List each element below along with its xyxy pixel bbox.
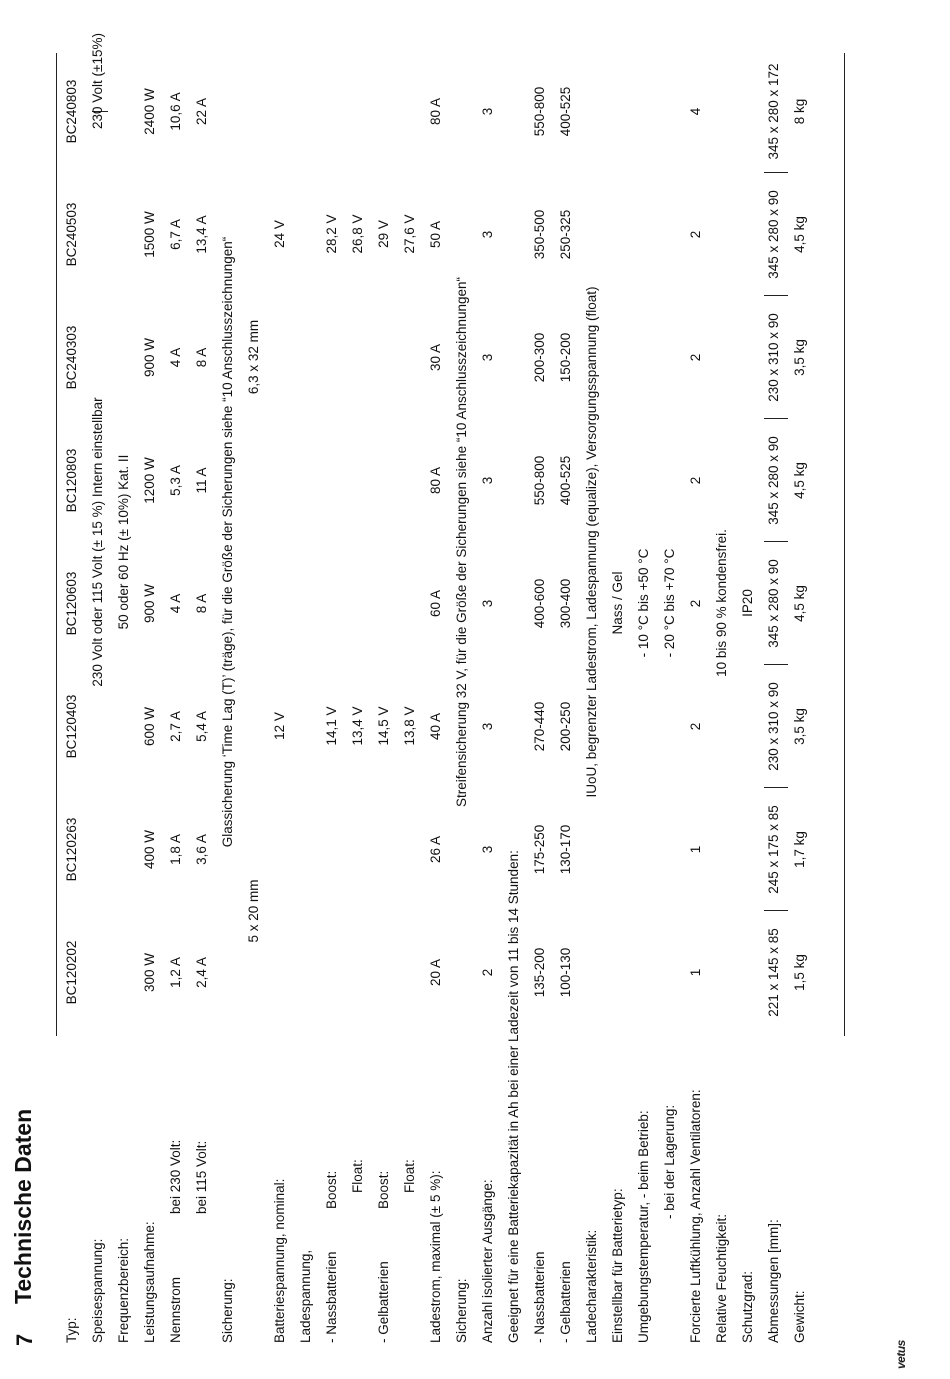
model-header-bc240803: BC240803 — [64, 79, 79, 144]
gewicht-bc120403: 3,5 kg — [792, 708, 807, 745]
label-abmessungen: Abmessungen [mm]: — [766, 1219, 781, 1343]
nennstrom-230v-bc120803: 5,3 A — [168, 465, 183, 496]
nennstrom-230v-bc240303: 4 A — [168, 347, 183, 368]
model-header-bc120603: BC120603 — [64, 571, 79, 636]
abmessungen-divider — [764, 910, 788, 911]
kapazitaet-nass-bc240503: 350-500 — [532, 209, 547, 260]
label-speisespannung: Speisespannung: — [90, 1238, 105, 1343]
label-schutzgrad: Schutzgrad: — [740, 1270, 755, 1343]
abmessungen-bc120803: 345 x 280 x 90 — [766, 436, 781, 525]
ventilatoren-bc120202: 1 — [688, 968, 703, 977]
leistungsaufnahme-bc120803: 1200 W — [142, 457, 157, 504]
nass-float-24v: 26,8 V — [350, 214, 365, 254]
ausgaenge-bc120603: 3 — [480, 599, 495, 608]
label-bei-230-volt: bei 230 Volt: — [168, 1139, 183, 1214]
gewicht-bc240503: 4,5 kg — [792, 216, 807, 253]
nennstrom-115v-bc120202: 2,4 A — [194, 957, 209, 988]
ventilatoren-bc240303: 2 — [688, 353, 703, 362]
leistungsaufnahme-bc240503: 1500 W — [142, 211, 157, 258]
nennstrom-230v-bc120603: 4 A — [168, 593, 183, 614]
kapazitaet-nass-bc120202: 135-200 — [532, 947, 547, 998]
lagerung-temperature-value: - 20 °C bis +70 °C — [662, 548, 677, 658]
ladestrom-bc120603: 60 A — [428, 589, 443, 618]
gel-float-12v: 13,8 V — [402, 706, 417, 746]
ladestrom-bc240503: 50 A — [428, 220, 443, 249]
model-header-bc120263: BC120263 — [64, 817, 79, 882]
kapazitaet-gel-bc120803: 400-525 — [558, 455, 573, 506]
sicherung-size-large: 6,3 x 32 mm — [246, 319, 261, 395]
ausgaenge-bc120403: 3 — [480, 722, 495, 731]
label-batterietyp: Einstellbar für Batterietyp: — [610, 1188, 625, 1343]
gel-boost-24v: 29 V — [376, 220, 391, 248]
feuchtigkeit-value: 10 bis 90 % kondensfrei. — [714, 529, 729, 677]
label-ladecharakteristik: Ladecharakteristik: — [584, 1229, 599, 1343]
label-ladestrom: Ladestrom, maximal (± 5 %): — [428, 1170, 443, 1343]
kapazitaet-gel-bc120603: 300-400 — [558, 578, 573, 629]
nennstrom-230v-bc120263: 1,8 A — [168, 834, 183, 865]
schutzgrad-value: IP20 — [740, 589, 755, 617]
label-ausgaenge: Anzahl isolierter Ausgänge: — [480, 1179, 495, 1343]
label-sicherung-2: Sicherung: — [454, 1278, 469, 1343]
kapazitaet-nass-bc240303: 200-300 — [532, 332, 547, 383]
ventilatoren-bc240803: 4 — [688, 107, 703, 116]
label-boost-gel: Boost: — [376, 1170, 391, 1209]
label-typ: Typ: — [64, 1317, 79, 1343]
leistungsaufnahme-bc120263: 400 W — [142, 829, 157, 870]
leistungsaufnahme-bc120202: 300 W — [142, 952, 157, 993]
nennstrom-115v-bc120803: 11 A — [194, 467, 209, 494]
abmessungen-bc240303: 230 x 310 x 90 — [766, 313, 781, 402]
ausgaenge-bc240503: 3 — [480, 230, 495, 239]
nennstrom-115v-bc120603: 8 A — [194, 593, 209, 614]
leistungsaufnahme-bc240803: 2400 W — [142, 88, 157, 135]
kapazitaet-nass-bc120803: 550-800 — [532, 455, 547, 506]
sicherung-2-value: Streifensicherung 32 V, für die Größe der Sicherungen siehe “10 Anschlusszeichnungen“ — [454, 276, 469, 808]
kapazitaet-nass-bc120263: 175-250 — [532, 824, 547, 875]
speisespannung-value-bc240803: 230 Volt (±15%) — [90, 33, 105, 129]
kapazitaet-nass-bc120403: 270-440 — [532, 701, 547, 752]
nennstrom-115v-bc240803: 22 A — [194, 97, 209, 126]
abmessungen-divider — [764, 664, 788, 665]
label-gewicht: Gewicht: — [792, 1290, 807, 1343]
ventilatoren-bc120603: 2 — [688, 599, 703, 608]
batteriespannung-24v: 24 V — [272, 220, 287, 248]
gewicht-bc120603: 4,5 kg — [792, 585, 807, 622]
ausgaenge-bc120263: 3 — [480, 845, 495, 854]
frequenzbereich-value: 50 oder 60 Hz (± 10%) Kat. II — [116, 454, 131, 630]
table-top-rule — [56, 53, 57, 1036]
table-bottom-rule — [844, 53, 845, 1036]
ventilatoren-bc120803: 2 — [688, 476, 703, 485]
abmessungen-divider — [764, 541, 788, 542]
gewicht-bc240803: 8 kg — [792, 98, 807, 125]
ausgaenge-bc120202: 2 — [480, 968, 495, 977]
ladestrom-bc240803: 80 A — [428, 97, 443, 126]
nennstrom-115v-bc120263: 3,6 A — [194, 834, 209, 865]
kapazitaet-gel-bc120263: 130-170 — [558, 824, 573, 875]
abmessungen-bc120202: 221 x 145 x 85 — [766, 928, 781, 1017]
model-header-bc120403: BC120403 — [64, 694, 79, 759]
model-header-bc120803: BC120803 — [64, 448, 79, 513]
ausgaenge-bc240303: 3 — [480, 353, 495, 362]
kapazitaet-gel-bc240503: 250-325 — [558, 209, 573, 260]
kapazitaet-gel-bc240303: 150-200 — [558, 332, 573, 383]
batteriespannung-12v: 12 V — [272, 712, 287, 740]
nennstrom-230v-bc240803: 10,6 A — [168, 92, 183, 131]
model-header-bc240503: BC240503 — [64, 202, 79, 267]
nennstrom-115v-bc240503: 13,4 A — [194, 215, 209, 254]
nass-float-12v: 13,4 V — [350, 706, 365, 746]
ventilatoren-bc120403: 2 — [688, 722, 703, 731]
label-ladespannung: Ladespannung, — [298, 1249, 313, 1343]
label-boost: Boost: — [324, 1170, 339, 1209]
vetus-logo: vetus — [894, 1340, 908, 1369]
abmessungen-bc240803: 345 x 280 x 172 — [766, 63, 781, 160]
gewicht-bc120202: 1,5 kg — [792, 954, 807, 991]
gewicht-bc240303: 3,5 kg — [792, 339, 807, 376]
section-title: Technische Daten — [10, 1108, 36, 1304]
gewicht-bc120803: 4,5 kg — [792, 462, 807, 499]
label-gelbatterien: - Gelbatterien — [376, 1261, 391, 1343]
ventilatoren-bc240503: 2 — [688, 230, 703, 239]
speisespannung-value: 230 Volt oder 115 Volt (± 15 %) Intern einstellbar — [90, 397, 105, 687]
batterietyp-value: Nass / Gel — [610, 571, 625, 635]
ausgaenge-bc120803: 3 — [480, 476, 495, 485]
kapazitaet-gel-bc120202: 100-130 — [558, 947, 573, 998]
label-luftkuehlung: Forcierte Luftkühlung, Anzahl Ventilatoren: — [688, 1089, 703, 1343]
nennstrom-115v-bc120403: 5,4 A — [194, 711, 209, 742]
ladecharakteristik-value: IUoU, begrenzter Ladestrom, Ladespannung (equalize), Versorgungsspannung (float) — [584, 286, 599, 798]
label-nassbatterien-2: - Nassbatterien — [532, 1251, 547, 1343]
section-number: 7 — [12, 1333, 37, 1346]
kapazitaet-gel-bc240803: 400-525 — [558, 86, 573, 137]
label-float-gel: Float: — [402, 1159, 417, 1193]
label-sicherung: Sicherung: — [220, 1278, 235, 1343]
label-nennstrom: Nennstrom — [168, 1276, 183, 1343]
abmessungen-divider — [764, 787, 788, 788]
label-lagerung: - bei der Lagerung: — [662, 1104, 677, 1219]
nass-boost-12v: 14,1 V — [324, 706, 339, 746]
label-feuchtigkeit: Relative Feuchtigkeit: — [714, 1213, 729, 1343]
label-frequenzbereich: Frequenzbereich: — [116, 1237, 131, 1343]
nass-boost-24v: 28,2 V — [324, 214, 339, 254]
kapazitaet-nass-bc240803: 550-800 — [532, 86, 547, 137]
ladestrom-bc120803: 80 A — [428, 466, 443, 495]
model-header-bc120202: BC120202 — [64, 940, 79, 1005]
label-nassbatterien: - Nassbatterien — [324, 1251, 339, 1343]
kapazitaet-nass-bc120603: 400-600 — [532, 578, 547, 629]
label-umgebungstemperatur: Umgebungstemperatur, - beim Betrieb: — [636, 1110, 651, 1343]
sicherung-size-small: 5 x 20 mm — [246, 879, 261, 943]
leistungsaufnahme-bc120403: 600 W — [142, 706, 157, 747]
label-batteriespannung: Batteriespannung, nominal: — [272, 1178, 287, 1343]
ladestrom-bc120403: 40 A — [428, 712, 443, 741]
kapazitaet-gel-bc120403: 200-250 — [558, 701, 573, 752]
ladestrom-bc120202: 20 A — [428, 958, 443, 987]
abmessungen-divider — [764, 172, 788, 173]
label-float: Float: — [350, 1159, 365, 1193]
ladestrom-bc240303: 30 A — [428, 343, 443, 372]
ladestrom-bc120263: 26 A — [428, 835, 443, 864]
nennstrom-230v-bc120403: 2,7 A — [168, 711, 183, 742]
label-leistungsaufnahme: Leistungsaufnahme: — [142, 1221, 157, 1343]
nennstrom-115v-bc240303: 8 A — [194, 347, 209, 368]
gewicht-bc120263: 1,7 kg — [792, 831, 807, 868]
leistungsaufnahme-bc240303: 900 W — [142, 337, 157, 378]
abmessungen-bc120403: 230 x 310 x 90 — [766, 682, 781, 771]
label-bei-115-volt: bei 115 Volt: — [194, 1140, 209, 1214]
abmessungen-divider — [764, 295, 788, 296]
leistungsaufnahme-bc120603: 900 W — [142, 583, 157, 624]
betrieb-temperature-value: - 10 °C bis +50 °C — [636, 548, 651, 658]
gel-boost-12v: 14,5 V — [376, 706, 391, 746]
sicherung-value: Glassicherung ‘Time Lag (T)’ (träge), für die Größe der Sicherungen siehe “10 Anschlusszeichnungen“ — [220, 236, 235, 848]
nennstrom-230v-bc240503: 6,7 A — [168, 219, 183, 250]
ventilatoren-bc120263: 1 — [688, 845, 703, 854]
label-geeignet: Geeignet für eine Batteriekapazität in Ah bei einer Ladezeit von 11 bis 14 Stunden: — [506, 850, 521, 1343]
model-header-bc240303: BC240303 — [64, 325, 79, 390]
abmessungen-bc240503: 345 x 280 x 90 — [766, 190, 781, 279]
ausgaenge-bc240803: 3 — [480, 107, 495, 116]
nennstrom-230v-bc120202: 1,2 A — [168, 957, 183, 988]
gel-float-24v: 27,6 V — [402, 214, 417, 254]
abmessungen-divider — [764, 418, 788, 419]
label-gelbatterien-2: - Gelbatterien — [558, 1261, 573, 1343]
abmessungen-bc120263: 245 x 175 x 85 — [766, 805, 781, 894]
abmessungen-bc120603: 345 x 280 x 90 — [766, 559, 781, 648]
